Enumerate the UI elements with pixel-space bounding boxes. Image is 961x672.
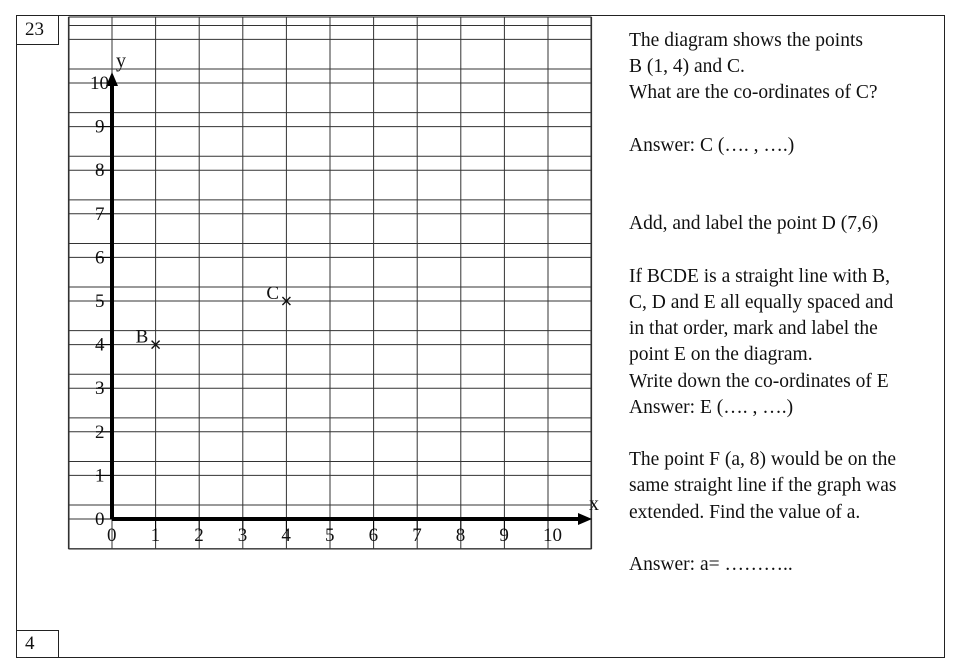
part4-line-2: same straight line if the graph was bbox=[629, 475, 897, 497]
part3-line-3: in that order, mark and label the bbox=[629, 318, 878, 340]
y-tick-label: 5 bbox=[95, 291, 105, 312]
part3-line-4: point E on the diagram. bbox=[629, 344, 813, 366]
y-tick-label: 4 bbox=[95, 334, 105, 356]
x-tick-label: 10 bbox=[543, 525, 562, 546]
add-point-d-instruction: Add, and label the point D (7,6) bbox=[629, 213, 879, 235]
y-tick-label: 3 bbox=[95, 378, 105, 400]
part4-line-3: extended. Find the value of a. bbox=[629, 501, 861, 523]
y-tick-label: 1 bbox=[95, 465, 105, 487]
y-tick-label: 7 bbox=[95, 203, 105, 225]
point-label-c: C bbox=[266, 283, 280, 304]
x-tick-label: 9 bbox=[499, 525, 509, 546]
x-tick-label: 8 bbox=[455, 525, 466, 546]
point-label-b: B bbox=[135, 326, 149, 348]
part4-line-1: The point F (a, 8) would be on the bbox=[629, 449, 896, 471]
plotted-points bbox=[136, 283, 291, 349]
answer-a-line: Answer: a= ……….. bbox=[629, 553, 793, 575]
y-tick-label: 0 bbox=[95, 509, 105, 530]
part3-line-5: Write down the co-ordinates of E bbox=[629, 370, 889, 392]
x-tick-label: 1 bbox=[150, 525, 161, 546]
y-tick-label: 6 bbox=[95, 247, 105, 269]
y-tick-label: 9 bbox=[95, 116, 105, 138]
x-tick-label: 3 bbox=[237, 525, 248, 546]
x-axis-label: x bbox=[589, 493, 599, 515]
question-number: 23 bbox=[16, 15, 59, 45]
intro-line-1: The diagram shows the points bbox=[629, 30, 863, 51]
x-tick-label: 7 bbox=[412, 525, 422, 546]
y-tick-label: 2 bbox=[95, 421, 105, 443]
x-tick-label: 5 bbox=[325, 525, 335, 546]
x-tick-label: 0 bbox=[107, 525, 117, 546]
y-tick-label: 8 bbox=[95, 160, 105, 182]
x-tick-label: 4 bbox=[281, 525, 291, 546]
marks-box: 4 bbox=[16, 630, 59, 658]
y-tick-label: 10 bbox=[90, 73, 109, 94]
question-text bbox=[629, 28, 949, 578]
x-tick-label: 2 bbox=[194, 525, 204, 546]
answer-c-line: Answer: C (…. , ….) bbox=[629, 134, 795, 156]
intro-line-3: What are the co-ordinates of C? bbox=[629, 82, 878, 104]
y-axis-label: y bbox=[116, 50, 126, 72]
answer-e-line: Answer: E (…. , ….) bbox=[629, 396, 794, 418]
part3-line-2: C, D and E all equally spaced and bbox=[629, 291, 894, 313]
x-tick-label: 6 bbox=[368, 525, 379, 546]
intro-line-2: B (1, 4) and C. bbox=[629, 56, 745, 78]
part3-line-1: If BCDE is a straight line with B, bbox=[629, 265, 891, 287]
grid-lines bbox=[68, 17, 591, 549]
